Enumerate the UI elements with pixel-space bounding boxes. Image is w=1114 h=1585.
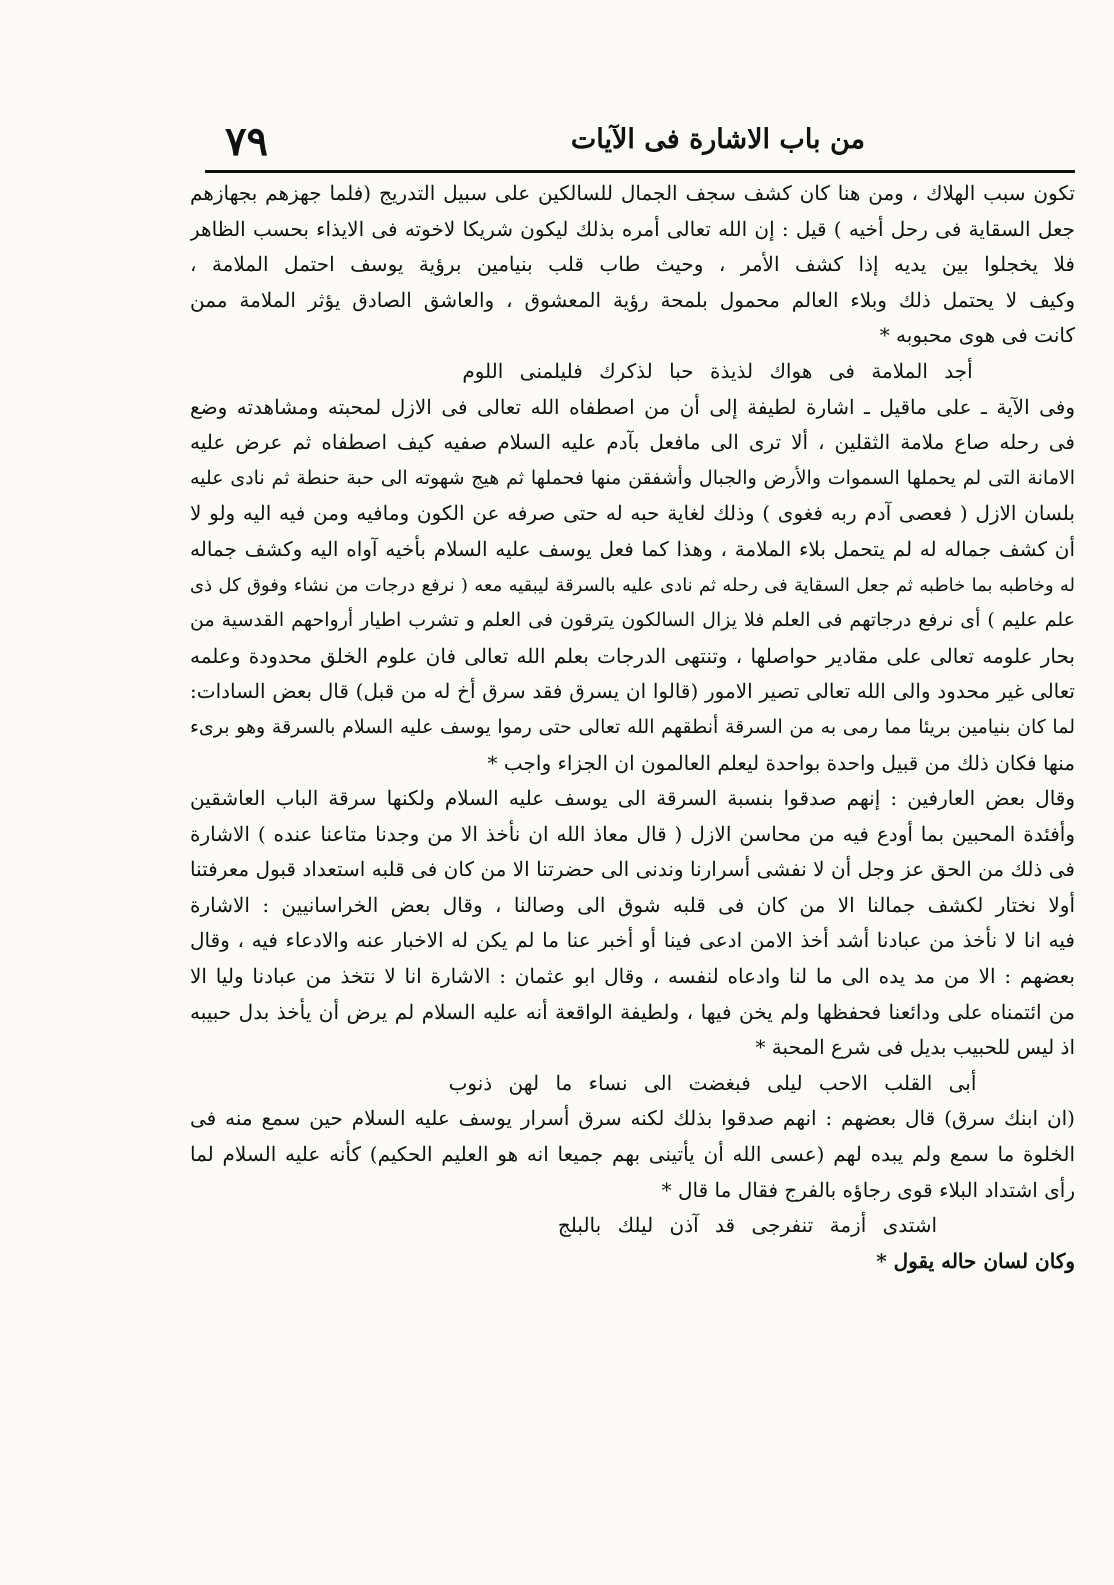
text-line: اذ ليس للحبيب بديل فى شرع المحبة * (755, 1035, 1075, 1060)
text-line: وقال بعض العارفين : إنهم صدقوا بنسبة السرقة الى يوسف عليه السلام ولكنها سرقة الباب العاشقين (190, 786, 1075, 811)
verse-line: اشتدى أزمة تنفرجى قد آذن ليلك بالبلج (557, 1213, 938, 1238)
text-line: فى ذلك من الحق عز وجل أن لا نفشى أسرارنا وندنى الى حضرتنا الا من كان فى قلبه استعداد قبول معرفتنا (190, 857, 1075, 882)
text-line: من ائتمناه على ودائعنا فحفظها ولم يخن فيها ، ولطيفة الواقعة أنه عليه السلام لم يرض أن يأخذ بدل حبيبه (190, 999, 1075, 1024)
text-line: فلا يخجلوا بين يديه إذا كشف الأمر ، وحيث طاب قلب بنيامين برؤية يوسف احتمل الملامة ، (190, 252, 1075, 277)
text-line: الامانة التى لم يحملها السموات والأرض والجبال وأشفقن منها فحملها ثم هيج شهوته الى حبة حنطة ثم نادى عليه (190, 466, 1075, 489)
text-line: أن كشف جماله له لم يتحمل بلاء الملامة ، وهذا كما فعل يوسف عليه السلام بأخيه آواه اليه وكشف جماله (190, 536, 1075, 561)
header-rule (205, 170, 1075, 173)
text-line: منها فكان ذلك من قبيل واحدة بواحدة ليعلم العالمون ان الجزاء واجب * (487, 750, 1075, 775)
text-line: علم عليم ) أى نرفع درجاتهم فى العلم فلا يزال السالكون يترقون فى العلم و تشرب اطيار أرواحهم القدسية من (190, 609, 1075, 632)
running-title: من باب الاشارة فى الآيات (570, 124, 865, 155)
text-line: فيه انا لا نأخذ من عبادنا أشد أخذ الامن ادعى فينا أو أخبر عنا ما لم يكن له الاخبار عنه والادعاء فيه ، وقال (190, 928, 1075, 953)
text-line: جعل السقاية فى رحل أخيه ) قيل : إن الله تعالى أمره بذلك ليكون شريكا لاخوته فى الايذاء بحسب الظاهر (190, 216, 1075, 241)
text-line: (ان ابنك سرق) قال بعضهم : انهم صدقوا بذلك لكنه سرق أسرار يوسف عليه السلام حين سمع منه فى (190, 1106, 1075, 1131)
text-line: تكون سبب الهلاك ، ومن هنا كان كشف سجف الجمال للسالكين على سبيل التدريج (فلما جهزهم بجهازهم (190, 181, 1075, 205)
text-line: له وخاطبه بما خاطبه ثم جعل السقاية فى رحله ثم نادى عليه بالسرقة ليبقيه معه ( نرفع درجات من نشاء وفوق كل ذى (190, 574, 1075, 596)
text-line: فى رحله صاع ملامة الثقلين ، ألا ترى الى مافعل بآدم عليه السلام صفيه كيف اصطفاه ثم عرض عليه (190, 430, 1075, 455)
text-line: رأى اشتداد البلاء قوى رجاؤه بالفرج فقال ما قال * (661, 1177, 1075, 1202)
text-line: بلسان الازل ( فعصى آدم ربه فغوى ) وذلك لغاية حبه له حتى صرفه عن الكون ومافيه ومن فيه اليه ولو لا (190, 501, 1075, 526)
text-line: وكان لسان حاله يقول * (876, 1248, 1075, 1273)
text-line: بعضهم : الا من مد يده الى ما لنا وادعاه لنفسه ، وقال ابو عثمان : الاشارة انا لا نتخذ من عبادنا وليا الا (190, 964, 1075, 989)
text-line: وفى الآية ـ على ماقيل ـ اشارة لطيفة إلى أن من اصطفاه الله تعالى فى الازل لمحبته ومشاهدته وضع (190, 394, 1075, 419)
page-number: ٧٩ (225, 118, 268, 165)
text-line: أولا نختار لكشف جمالنا الا من كان فى قلبه شوق الى وصالنا ، وقال بعض الخراسانيين : الاشارة (190, 892, 1075, 917)
text-line: وأفئدة المحبين بما أودع فيه من محاسن الازل ( قال معاذ الله ان نأخذ الا من وجدنا متاعنا عنده ) الاشارة (190, 821, 1075, 846)
text-line: كانت فى هوى محبوبه * (879, 323, 1075, 348)
verse-line: أجد الملامة فى هواك لذيذة حبا لذكرك فليلمنى اللوم (462, 358, 973, 383)
page-header (205, 118, 1075, 172)
body-text (190, 176, 1075, 1279)
verse-line: أبى القلب الاحب ليلى فبغضت الى نساء ما لهن ذنوب (448, 1070, 977, 1095)
text-line: وكيف لا يحتمل ذلك وبلاء العالم محمول بلمحة رؤية المعشوق ، والعاشق الصادق يؤثر الملامة ممن (190, 287, 1075, 312)
text-line: الخلوة ما سمع ولم يبده لهم (عسى الله أن يأتينى بهم جميعا انه هو العليم الحكيم) كأنه عليه السلام لما (190, 1142, 1075, 1167)
text-line: بحار علومه تعالى على مقادير حواصلها ، وتنتهى الدرجات بعلم الله تعالى فان علوم الخلق محدودة وعلمه (190, 643, 1075, 668)
text-line: لما كان بنيامين بريئا مما رمى به من السرقة أنطقهم الله تعالى حتى رموا يوسف عليه السلام بالسرقة وهو برىء (190, 715, 1075, 738)
text-line: تعالى غير محدود والى الله تعالى تصير الامور (قالوا ان يسرق فقد سرق أخ له من قبل) قال بعض السادات: (190, 679, 1075, 704)
